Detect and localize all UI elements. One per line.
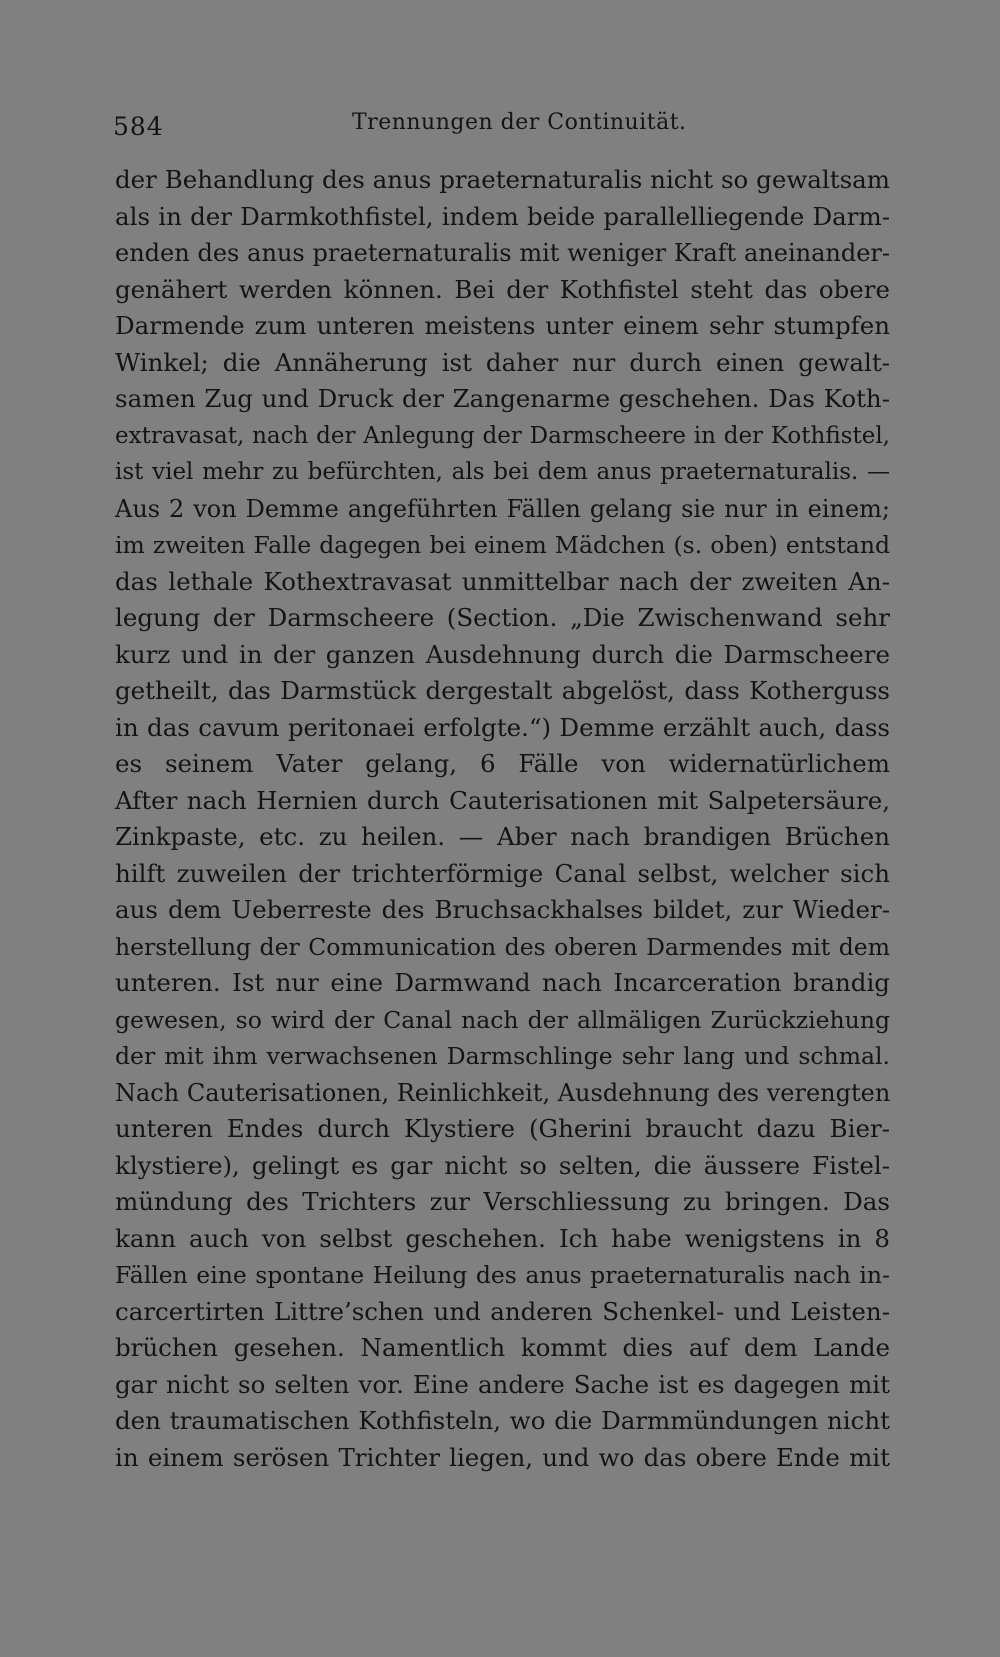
text-line: gewesen, so wird der Canal nach der allmäligen Zurückziehung [115, 1005, 890, 1034]
text-line: After nach Hernien durch Cauterisationen mit Salpetersäure, [115, 785, 890, 815]
page-header [0, 104, 1000, 144]
text-line: ist viel mehr zu befürchten, als bei dem anus praeternaturalis. — [115, 459, 890, 485]
text-line: Winkel; die Annäherung ist daher nur durch einen gewalt- [115, 347, 890, 377]
text-line: in einem serösen Trichter liegen, und wo das obere Ende mit [115, 1442, 890, 1472]
text-line: Nach Cauterisationen, Reinlichkeit, Ausdehnung des verengten [115, 1078, 891, 1107]
text-line: genähert werden können. Bei der Kothfistel steht das obere [115, 274, 890, 304]
text-line: getheilt, das Darmstück dergestalt abgelöst, dass Kotherguss [115, 676, 890, 705]
text-line: enden des anus praeternaturalis mit weniger Kraft aneinander- [115, 239, 890, 267]
text-line: als in der Darmkothfistel, indem beide parallelliegende Darm- [115, 201, 890, 231]
page-number: 584 [113, 112, 164, 141]
text-line: kurz und in der ganzen Ausdehnung durch die Darmscheere [115, 639, 890, 669]
text-line: carcertirten Littre’schen und anderen Schenkel- und Leisten- [115, 1296, 890, 1326]
text-line: im zweiten Falle dagegen bei einem Mädchen (s. oben) entstand [115, 531, 890, 559]
text-line: herstellung der Communication des oberen Darmendes mit dem [115, 932, 890, 961]
text-line: brüchen gesehen. Namentlich kommt dies auf dem Lande [115, 1333, 890, 1362]
text-line: Zinkpaste, etc. zu heilen. — Aber nach brandigen Brüchen [115, 822, 890, 851]
text-line: extravasat, nach der Anlegung der Darmscheere in der Kothfistel, [115, 422, 890, 449]
body-text [115, 162, 890, 1476]
text-line: der Behandlung des anus praeternaturalis nicht so gewaltsam [115, 165, 890, 194]
text-line: kann auch von selbst geschehen. Ich habe wenigstens in 8 [115, 1223, 890, 1253]
text-line: Fällen eine spontane Heilung des anus praeternaturalis nach in- [115, 1261, 890, 1289]
text-line: den traumatischen Kothfisteln, wo die Darmmündungen nicht [115, 1406, 890, 1435]
text-line: aus dem Ueberreste des Bruchsackhalses bildet, zur Wieder- [115, 895, 890, 924]
text-line: Darmende zum unteren meistens unter einem sehr stumpfen [115, 311, 890, 340]
text-line: der mit ihm verwachsenen Darmschlinge sehr lang und schmal. [115, 1042, 890, 1070]
text-line: legung der Darmscheere (Section. „Die Zwischenwand sehr [115, 603, 890, 632]
text-line: mündung des Trichters zur Verschliessung zu bringen. Das [115, 1187, 890, 1216]
text-line: gar nicht so selten vor. Eine andere Sache ist es dagegen mit [115, 1369, 890, 1399]
text-line: unteren. Ist nur eine Darmwand nach Incarceration brandig [115, 968, 890, 997]
text-line: unteren Endes durch Klystiere (Gherini braucht dazu Bier- [115, 1114, 890, 1143]
text-line: es seinem Vater gelang, 6 Fälle von widernatürlichem [115, 749, 890, 778]
text-line: klystiere), gelingt es gar nicht so selten, die äussere Fistel- [115, 1150, 890, 1180]
running-head: Trennungen der Continuität. [352, 110, 687, 135]
text-line: in das cavum peritonaei erfolgte.“) Demme erzählt auch, dass [115, 712, 890, 742]
text-line: samen Zug und Druck der Zangenarme geschehen. Das Koth- [115, 384, 890, 413]
text-line: das lethale Kothextravasat unmittelbar nach der zweiten An- [115, 566, 890, 596]
text-line: hilft zuweilen der trichterförmige Canal selbst, welcher sich [115, 858, 890, 888]
text-line: Aus 2 von Demme angeführten Fällen gelang sie nur in einem; [115, 494, 890, 523]
